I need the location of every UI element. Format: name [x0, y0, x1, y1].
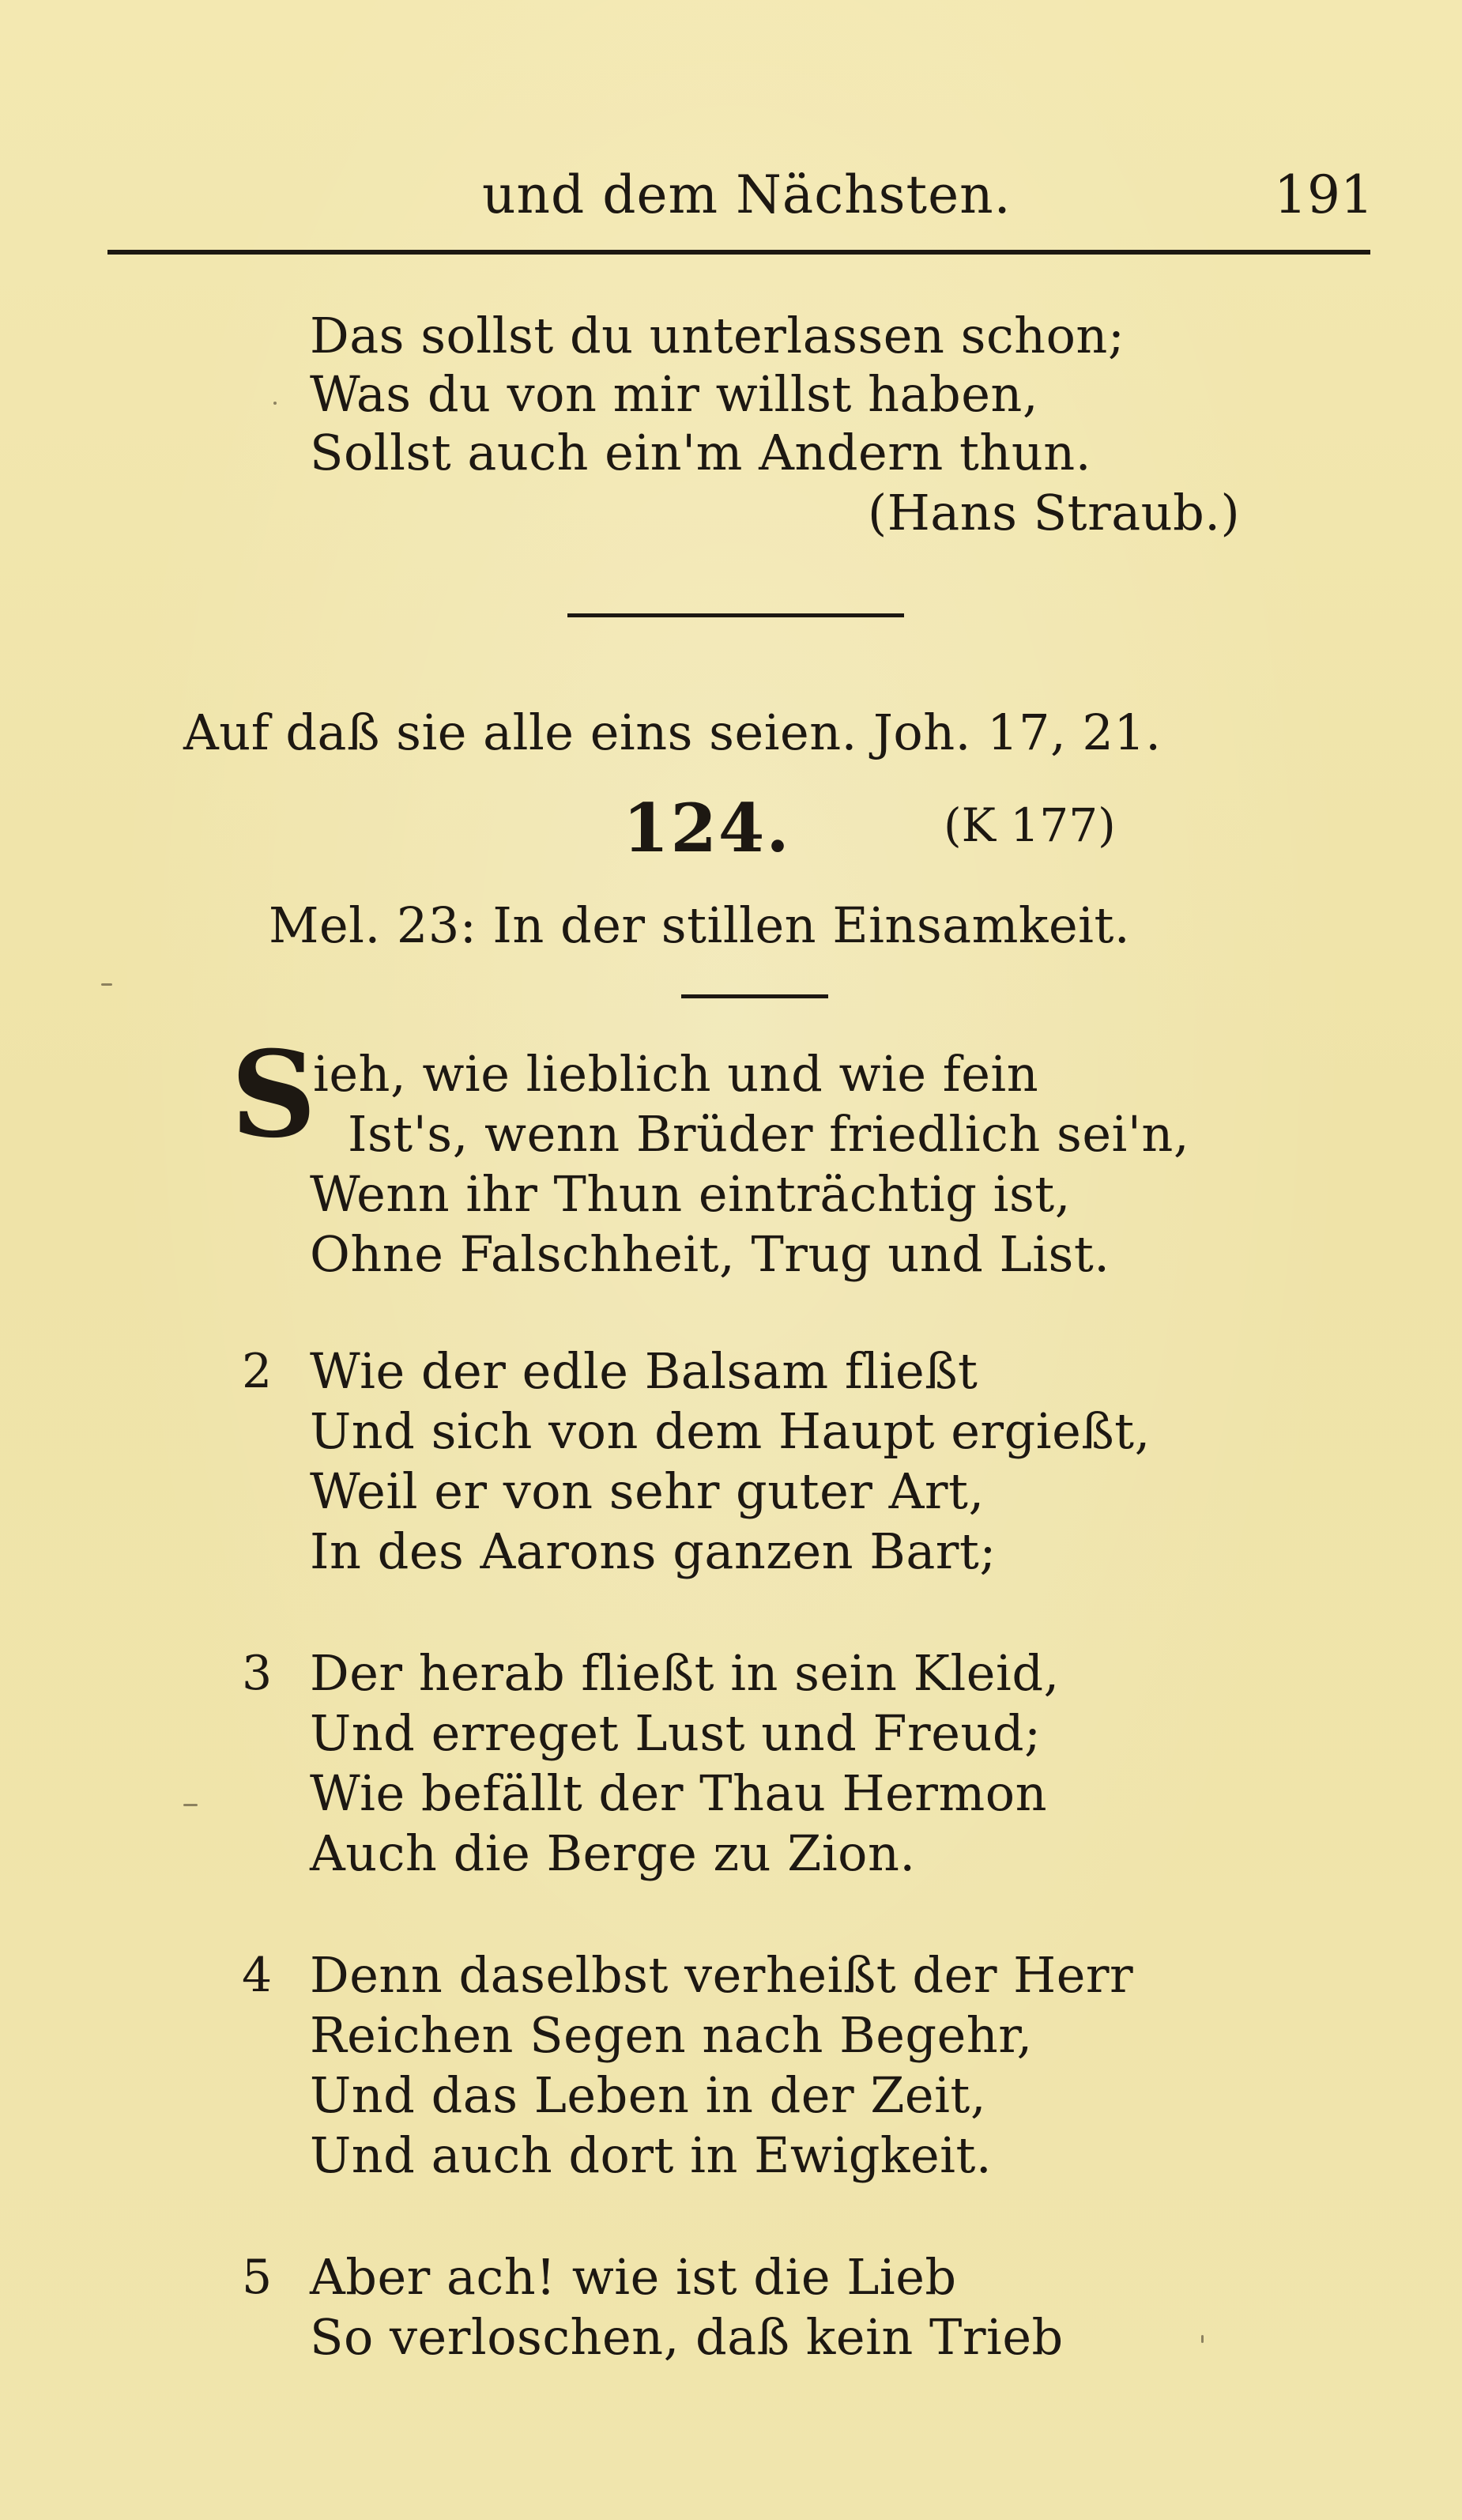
section-divider — [567, 613, 904, 617]
verse-4-line: Und auch dort in Ewigkeit. — [310, 2126, 993, 2184]
header-rule — [107, 250, 1370, 255]
verse-2-line: In des Aarons ganzen Bart; — [310, 1522, 997, 1580]
verse-2-line: Weil er von sehr guter Art, — [310, 1462, 985, 1520]
hymn-motto: Auf daß sie alle eins seien. Joh. 17, 21. — [183, 704, 1162, 761]
running-header-title: und dem Nächsten. — [482, 164, 1012, 225]
paper-speck — [273, 402, 277, 405]
verse-4-line: Reichen Segen nach Begehr, — [310, 2006, 1033, 2064]
verse-dropcap: S — [231, 1025, 317, 1164]
verse-number: 3 — [242, 1646, 273, 1701]
prev-hymn-author: (Hans Straub.) — [868, 484, 1241, 541]
prev-hymn-line: Das sollst du unterlassen schon; — [310, 307, 1125, 364]
verse-1-line: Ohne Falschheit, Trug und List. — [310, 1225, 1110, 1283]
verse-3-line: Wie befällt der Thau Hermon — [310, 1764, 1047, 1822]
verse-5-line: Aber ach! wie ist die Lieb — [310, 2248, 957, 2306]
verse-number: 4 — [242, 1948, 273, 2003]
verse-1-line: Ist's, wenn Brüder friedlich sei'n, — [348, 1105, 1190, 1163]
paper-speck — [1201, 2335, 1204, 2343]
paper-speck — [101, 983, 112, 986]
paper-speck — [183, 1804, 198, 1806]
hymn-melody: Mel. 23: In der stillen Einsamkeit. — [269, 896, 1131, 954]
hymn-number: 124. — [623, 789, 791, 867]
verse-3-line: Und erreget Lust und Freud; — [310, 1704, 1042, 1762]
melody-rule — [681, 994, 828, 998]
verse-number: 2 — [242, 1344, 273, 1399]
verse-3-line: Der herab fließt in sein Kleid, — [310, 1644, 1060, 1702]
verse-1-line: Wenn ihr Thun einträchtig ist, — [310, 1165, 1071, 1223]
verse-number: 5 — [242, 2250, 273, 2305]
verse-5-line: So verloschen, daß kein Trieb — [310, 2308, 1064, 2366]
verse-2-line: Wie der edle Balsam fließt — [310, 1342, 978, 1400]
page-number: 191 — [1274, 164, 1373, 225]
verse-4-line: Und das Leben in der Zeit, — [310, 2066, 987, 2124]
verse-4-line: Denn daselbst verheißt der Herr — [310, 1946, 1134, 2004]
verse-3-line: Auch die Berge zu Zion. — [310, 1824, 916, 1882]
prev-hymn-line: Was du von mir willst haben, — [310, 365, 1039, 423]
verse-1-line: ieh, wie lieblich und wie fein — [313, 1045, 1039, 1103]
prev-hymn-line: Sollst auch ein'm Andern thun. — [310, 424, 1091, 481]
verse-2-line: Und sich von dem Haupt ergießt, — [310, 1402, 1151, 1460]
hymn-cross-reference: (K 177) — [944, 798, 1116, 852]
